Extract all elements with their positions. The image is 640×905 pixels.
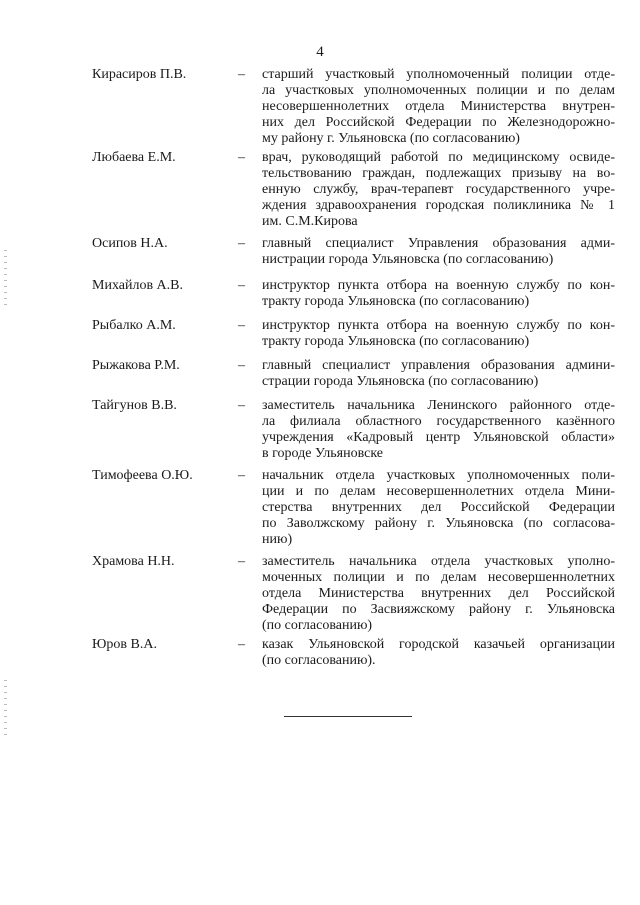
position-line: начальник отдела участковых уполномоченных поли- bbox=[262, 468, 615, 483]
position-line: них дел Российской Федерации по Железнодорожно- bbox=[262, 115, 615, 130]
position-line: несовершеннолетних отдела Министерства внутрен- bbox=[262, 99, 615, 114]
position-line: му району г. Ульяновска (по согласованию) bbox=[262, 131, 520, 146]
position-line: отдела Министерства внутренних дел Российской bbox=[262, 586, 615, 601]
position-line: тельствованию граждан, подлежащих призыву на во- bbox=[262, 166, 615, 181]
member-position bbox=[262, 468, 615, 548]
dash-separator: – bbox=[238, 150, 245, 165]
member-position bbox=[262, 236, 615, 268]
position-line: (по согласованию) bbox=[262, 618, 373, 633]
position-line: главный специалист Управления образования адми- bbox=[262, 236, 615, 251]
member-name: Рыбалко А.М. bbox=[92, 318, 176, 333]
member-position bbox=[262, 318, 615, 350]
position-line: ла филиала областного государственного казённого bbox=[262, 414, 615, 429]
member-name: Любаева Е.М. bbox=[92, 150, 176, 165]
member-name: Юров В.А. bbox=[92, 637, 157, 652]
member-name: Михайлов А.В. bbox=[92, 278, 184, 293]
member-position bbox=[262, 67, 615, 147]
position-line: им. С.М.Кирова bbox=[262, 214, 358, 229]
position-line: по Заволжскому району г. Ульяновска (по согласова- bbox=[262, 516, 615, 531]
member-name: Рыжакова Р.М. bbox=[92, 358, 180, 373]
member-position bbox=[262, 398, 615, 462]
position-line: казак Ульяновской городской казачьей организации bbox=[262, 637, 615, 652]
member-name: Осипов Н.А. bbox=[92, 236, 168, 251]
member-position bbox=[262, 637, 615, 669]
position-line: нию) bbox=[262, 532, 293, 547]
position-line: старший участковый уполномоченный полиции отде- bbox=[262, 67, 615, 82]
dash-separator: – bbox=[238, 468, 245, 483]
position-line: ждения здравоохранения городская поликлиника № 1 bbox=[262, 198, 615, 213]
position-line: тракту города Ульяновска (по согласованию) bbox=[262, 334, 530, 349]
position-line: инструктор пункта отбора на военную службу по кон- bbox=[262, 318, 615, 333]
member-name: Кирасиров П.В. bbox=[92, 67, 187, 82]
position-line: ла участковых уполномоченных полиции и по делам bbox=[262, 83, 615, 98]
member-position bbox=[262, 278, 615, 310]
position-line: ции и по делам несовершеннолетних отдела Мини- bbox=[262, 484, 615, 499]
position-line: учреждения «Кадровый центр Ульяновской области» bbox=[262, 430, 615, 445]
position-line: енную службу, врач-терапевт государственного учре- bbox=[262, 182, 615, 197]
position-line: в городе Ульяновске bbox=[262, 446, 383, 461]
dash-separator: – bbox=[238, 236, 245, 251]
dash-separator: – bbox=[238, 358, 245, 373]
member-name: Тайгунов В.В. bbox=[92, 398, 177, 413]
position-line: Федерации по Засвияжскому району г. Ульяновска bbox=[262, 602, 615, 617]
dash-separator: – bbox=[238, 398, 245, 413]
page-number: 4 bbox=[316, 44, 324, 60]
dash-separator: – bbox=[238, 318, 245, 333]
position-line: страции города Ульяновска (по согласованию) bbox=[262, 374, 539, 389]
position-line: нистрации города Ульяновска (по согласованию) bbox=[262, 252, 554, 267]
position-line: врач, руководящий работой по медицинскому освиде- bbox=[262, 150, 615, 165]
scan-margin-marks bbox=[4, 680, 7, 740]
dash-separator: – bbox=[238, 637, 245, 652]
position-line: (по согласованию). bbox=[262, 653, 376, 668]
member-name: Храмова Н.Н. bbox=[92, 554, 175, 569]
position-line: инструктор пункта отбора на военную службу по кон- bbox=[262, 278, 615, 293]
position-line: заместитель начальника Ленинского районного отде- bbox=[262, 398, 615, 413]
position-line: моченных полиции и по делам несовершеннолетних bbox=[262, 570, 615, 585]
end-separator-line bbox=[284, 716, 412, 717]
position-line: заместитель начальника отдела участковых уполно- bbox=[262, 554, 615, 569]
scan-margin-marks bbox=[4, 250, 7, 310]
position-line: стерства внутренних дел Российской Федерации bbox=[262, 500, 615, 515]
member-position bbox=[262, 150, 615, 230]
member-position bbox=[262, 358, 615, 390]
position-line: тракту города Ульяновска (по согласованию) bbox=[262, 294, 530, 309]
dash-separator: – bbox=[238, 278, 245, 293]
member-position bbox=[262, 554, 615, 634]
position-line: главный специалист управления образования админи- bbox=[262, 358, 615, 373]
dash-separator: – bbox=[238, 554, 245, 569]
dash-separator: – bbox=[238, 67, 245, 82]
member-name: Тимофеева О.Ю. bbox=[92, 468, 193, 483]
